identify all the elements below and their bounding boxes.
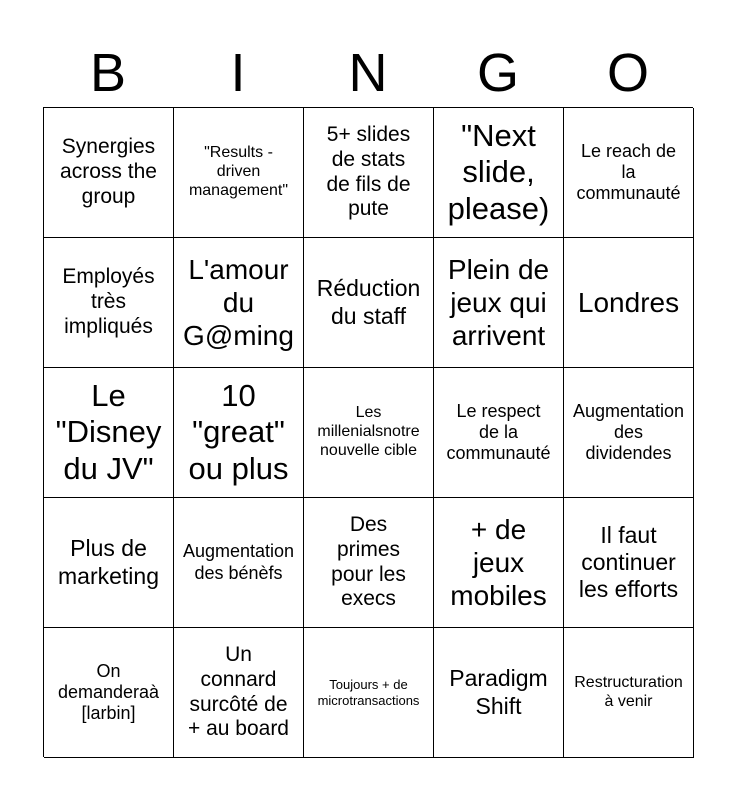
cell-text: 5+ slides de stats de fils de pute xyxy=(326,122,411,221)
title-letter-o: O xyxy=(606,43,649,103)
cell-text: Augmentation des bénèfs xyxy=(182,541,295,583)
bingo-cell[interactable] xyxy=(564,368,694,498)
cell-text: Restructuration à venir xyxy=(574,673,683,710)
cell-text: On demanderaà [larbin] xyxy=(57,660,160,724)
bingo-cell[interactable] xyxy=(304,108,434,238)
bingo-cell[interactable] xyxy=(304,628,434,758)
cell-text: Employés très impliqués xyxy=(62,265,155,338)
cell-text: Réduction du staff xyxy=(316,275,421,329)
bingo-cell[interactable] xyxy=(174,108,304,238)
bingo-cell[interactable] xyxy=(434,108,564,238)
cell-text: L'amour du G@ming xyxy=(183,253,294,352)
cell-text: Plus de marketing xyxy=(58,535,159,589)
cell-text: Un connard surcôté de + au board xyxy=(187,642,289,741)
bingo-cell[interactable] xyxy=(564,238,694,368)
bingo-cell[interactable] xyxy=(44,108,174,238)
bingo-cell[interactable] xyxy=(434,238,564,368)
bingo-cell[interactable] xyxy=(44,368,174,498)
cell-text: 10 "great" ou plus xyxy=(188,377,289,486)
cell-text: Toujours + de microtransactions xyxy=(317,677,420,708)
bingo-cell[interactable] xyxy=(44,628,174,758)
title-letter-b: B xyxy=(89,43,127,103)
cell-text: Le reach de la communauté xyxy=(576,140,681,204)
cell-text: "Next slide, please) xyxy=(447,117,550,226)
bingo-cell[interactable] xyxy=(174,238,304,368)
bingo-cell[interactable] xyxy=(434,498,564,628)
cell-text: Plein de jeux qui arrivent xyxy=(447,253,550,352)
cell-text: Paradigm Shift xyxy=(449,665,548,719)
bingo-title xyxy=(43,40,693,106)
bingo-cell[interactable] xyxy=(174,498,304,628)
cell-text: Le respect de la communauté xyxy=(446,400,551,464)
bingo-cell[interactable] xyxy=(174,628,304,758)
bingo-cell[interactable] xyxy=(174,368,304,498)
bingo-cell[interactable] xyxy=(564,498,694,628)
cell-text: Le "Disney du JV" xyxy=(55,377,162,486)
cell-text: + de jeux mobiles xyxy=(450,513,547,612)
bingo-cell[interactable] xyxy=(304,498,434,628)
bingo-cell[interactable] xyxy=(44,238,174,368)
bingo-cell[interactable] xyxy=(564,108,694,238)
bingo-cell[interactable] xyxy=(304,368,434,498)
bingo-cell[interactable] xyxy=(434,628,564,758)
cell-text: Des primes pour les execs xyxy=(331,512,406,611)
title-letter-g: G xyxy=(476,43,519,103)
bingo-cell[interactable] xyxy=(44,498,174,628)
bingo-cell[interactable] xyxy=(564,628,694,758)
cell-text: Augmentation des dividendes xyxy=(572,400,685,464)
bingo-cell[interactable] xyxy=(304,238,434,368)
cell-text: Londres xyxy=(577,286,680,318)
title-letter-i: I xyxy=(230,43,246,103)
cell-text: "Results - driven management" xyxy=(188,144,289,199)
cell-text: Les millenialsnotre nouvelle cible xyxy=(317,404,420,459)
bingo-cell[interactable] xyxy=(434,368,564,498)
cell-text: Il faut continuer les efforts xyxy=(578,521,679,603)
cell-text: Synergies across the group xyxy=(60,135,157,208)
title-letter-n: N xyxy=(348,43,388,103)
bingo-grid xyxy=(43,107,693,757)
